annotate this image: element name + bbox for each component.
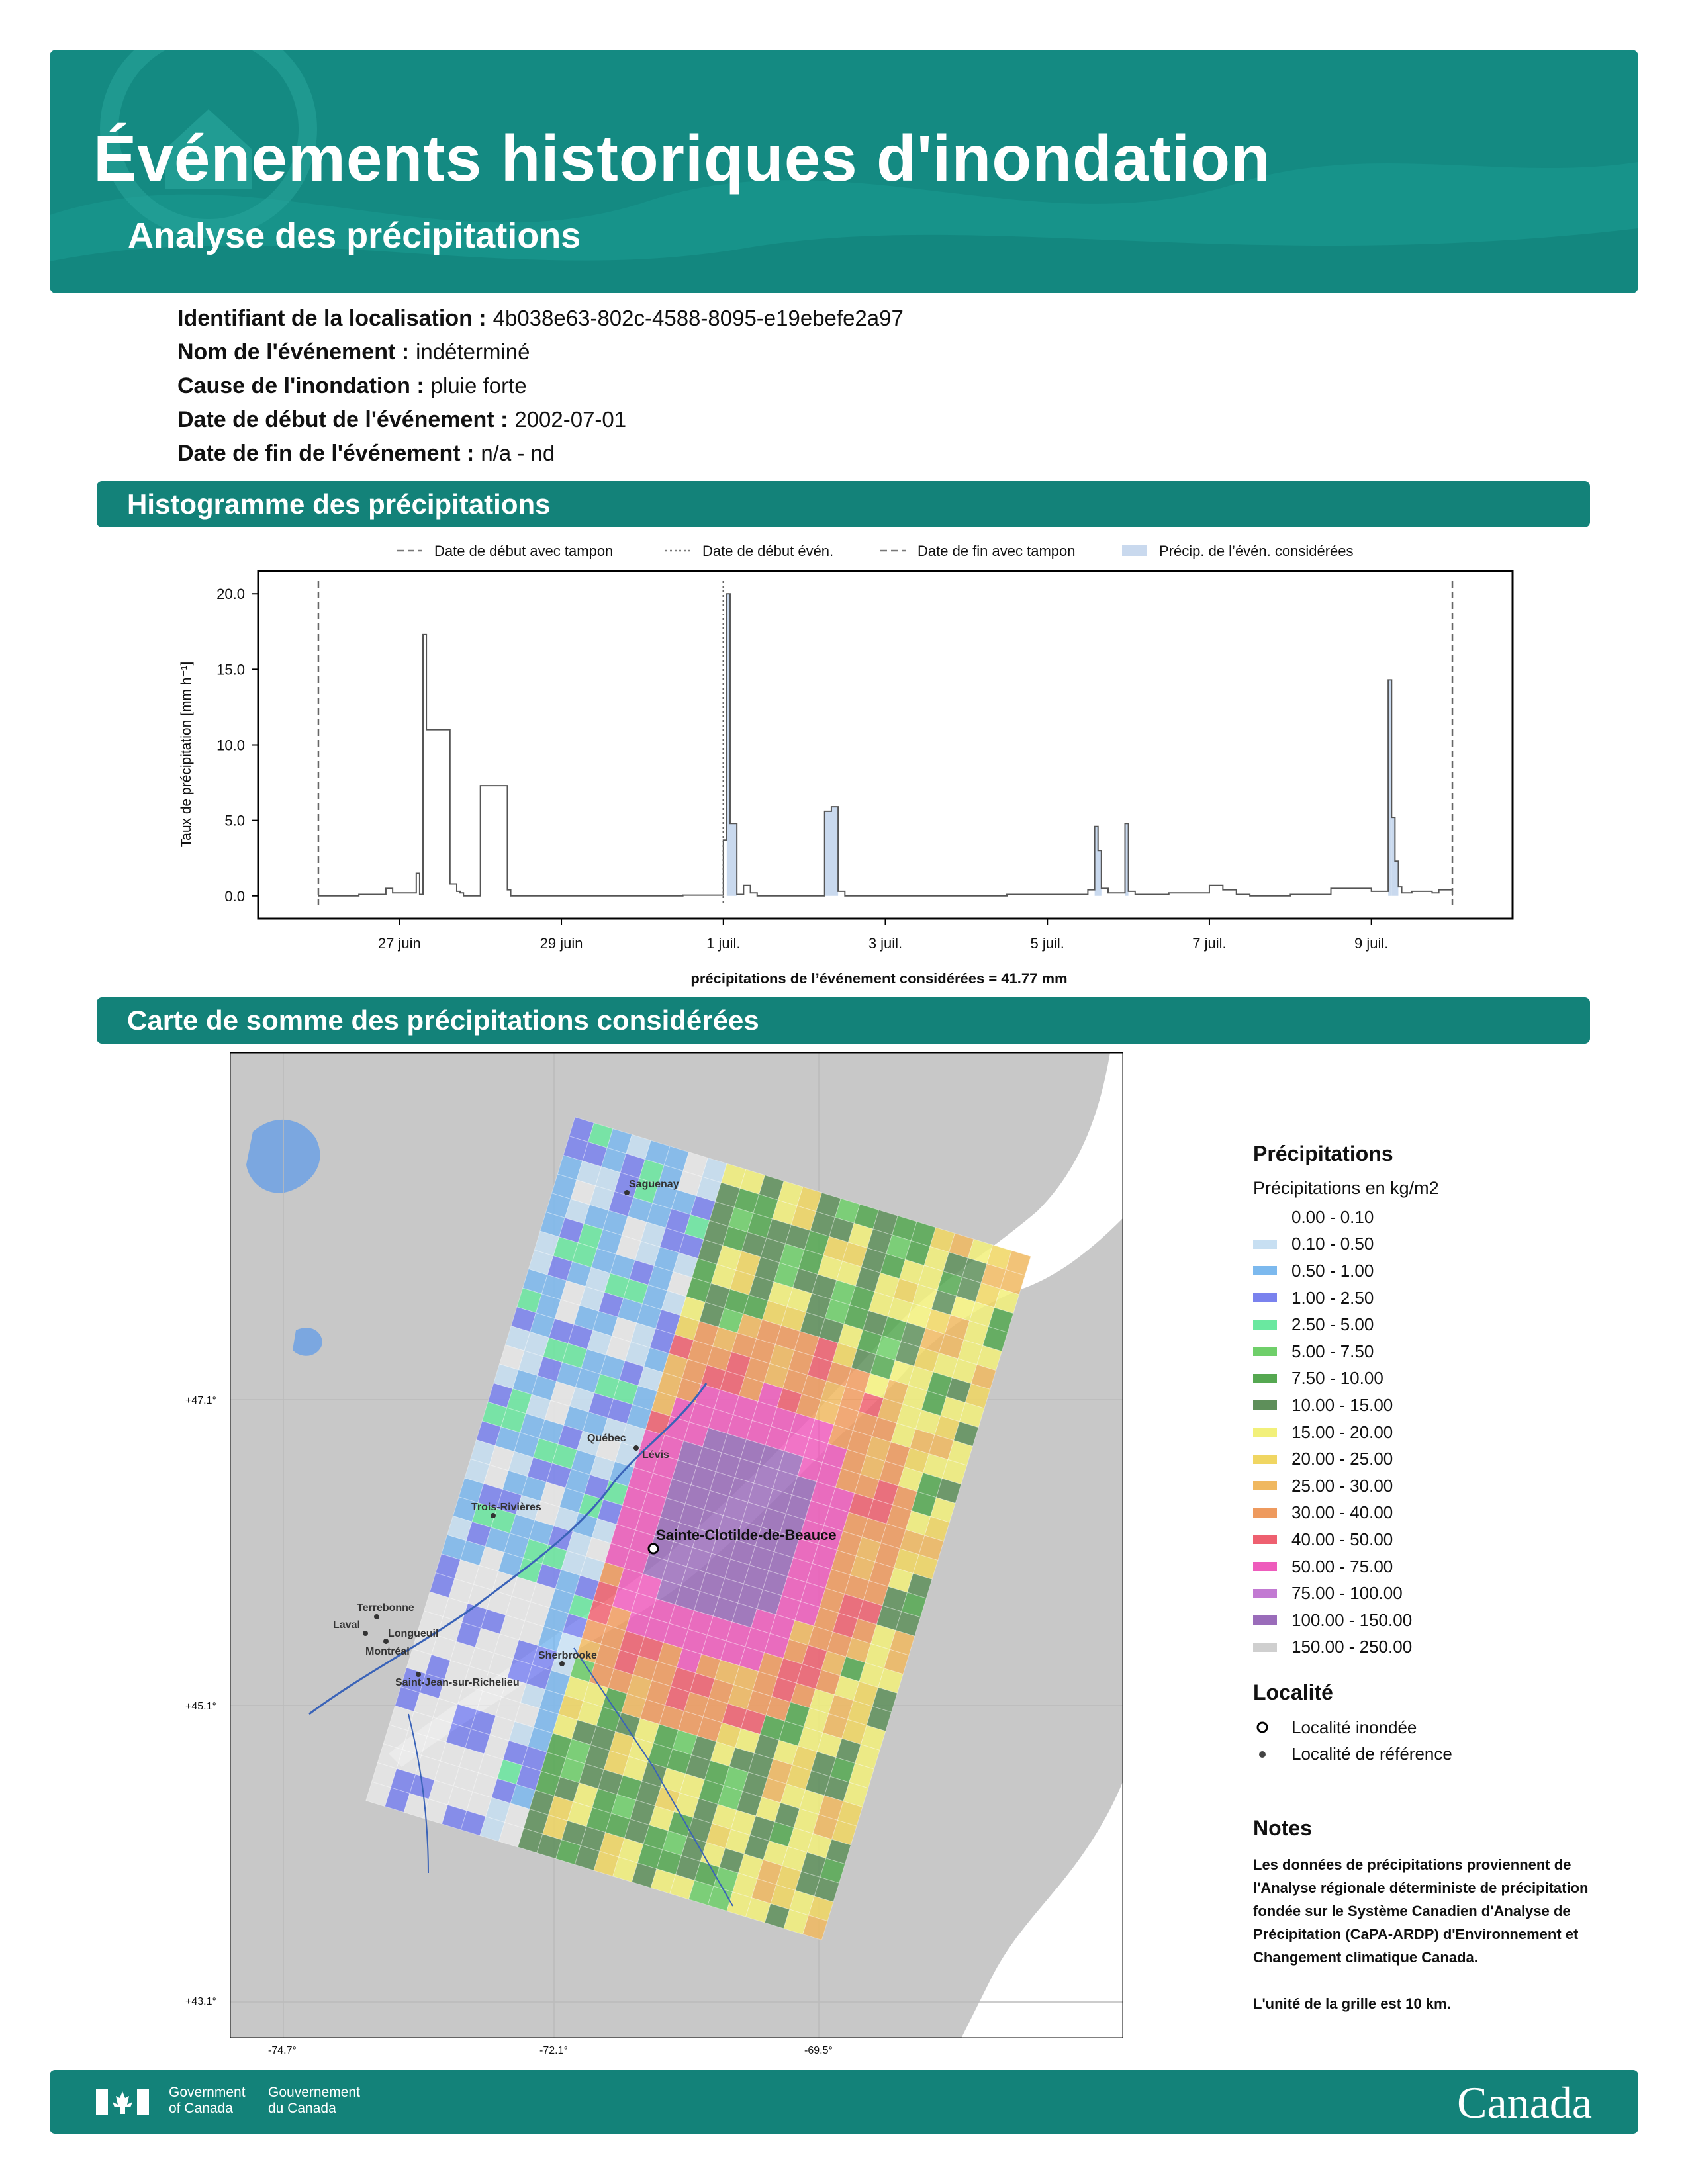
info-row-end-date: Date de fin de l'événement : n/a - nd [177, 441, 555, 466]
legend-swatch [1253, 1400, 1277, 1410]
legend-swatch [1253, 1374, 1277, 1383]
legend-swatch [1253, 1643, 1277, 1652]
map-section-title: Carte de somme des précipitations considérées [97, 997, 1590, 1044]
locality-legend-title: Localité [1253, 1680, 1333, 1705]
x-tick-label: 5 juil. [1030, 935, 1064, 952]
locality-levis: Lévis [642, 1449, 669, 1461]
event-total-label: précipitations de l’événement considérées = 41.77 mm [690, 970, 1068, 987]
y-tick-label: 0.0 [224, 887, 245, 905]
legend-class: 0.50 - 1.00 [1253, 1257, 1624, 1285]
legend-swatch [1253, 1508, 1277, 1518]
legend-entry: Précip. de l’évén. considérées [1159, 543, 1354, 559]
y-tick-label: 20.0 [216, 586, 245, 603]
map-legend [1253, 1142, 1624, 1768]
event-precip-fill [730, 823, 737, 896]
event-precip-fill [831, 807, 838, 896]
legend-class: 1.00 - 2.50 [1253, 1285, 1624, 1312]
notes [1253, 1817, 1611, 2015]
lat-label: +43.1° [185, 1996, 216, 2007]
lon-label: -74.7° [268, 2045, 297, 2056]
locality-laval: Laval [333, 1619, 360, 1631]
x-tick-label: 27 juin [377, 935, 421, 952]
legend-class: 20.00 - 25.00 [1253, 1445, 1624, 1473]
locality-terrebonne: Terrebonne [357, 1602, 414, 1614]
canada-flag-icon [96, 2086, 149, 2118]
legend-swatch [1253, 1589, 1277, 1598]
info-row-start-date: Date de début de l'événement : 2002-07-01 [177, 407, 627, 432]
legend-class: 150.00 - 250.00 [1253, 1634, 1624, 1661]
legend-class: 10.00 - 15.00 [1253, 1392, 1624, 1419]
y-tick-label: 15.0 [216, 661, 245, 678]
histogram-section-title: Histogramme des précipitations [97, 481, 1590, 527]
legend-class: 0.00 - 0.10 [1253, 1204, 1624, 1231]
legend-swatch [1253, 1320, 1277, 1330]
x-tick-label: 29 juin [539, 935, 583, 952]
legend-entry: Date de début évén. [702, 543, 834, 559]
info-row-location-id: Identifiant de la localisation : 4b038e63-802c-4588-8095-e19ebefe2a97 [177, 306, 904, 331]
legend-swatch [1253, 1293, 1277, 1302]
legend-title: Précipitations [1253, 1142, 1393, 1165]
y-tick-label: 10.0 [216, 737, 245, 754]
legend-swatch [1253, 1212, 1277, 1222]
legend-swatch [1253, 1481, 1277, 1490]
locality-quebec: Québec [587, 1433, 626, 1444]
flooded-locality-label: Sainte-Clotilde-de-Beauce [656, 1527, 837, 1543]
event-info [177, 301, 904, 470]
y-axis-label: Taux de précipitation [mm h⁻¹] [179, 661, 194, 848]
gov-en: Government of Canada [169, 2085, 246, 2116]
info-row-event-name: Nom de l'événement : indéterminé [177, 340, 530, 365]
event-precip-fill [825, 811, 831, 896]
legend-class: 0.10 - 0.50 [1253, 1231, 1624, 1258]
legend-class: 5.00 - 7.50 [1253, 1338, 1624, 1365]
x-tick-label: 3 juil. [868, 935, 903, 952]
x-tick-label: 1 juil. [706, 935, 741, 952]
event-markers [318, 581, 1452, 905]
legend-flooded: Localité inondée [1253, 1714, 1624, 1741]
legend-swatch [1253, 1266, 1277, 1275]
legend-class: 75.00 - 100.00 [1253, 1580, 1624, 1607]
lon-label: -69.5° [804, 2045, 833, 2056]
event-fill-layer [727, 594, 1399, 896]
plot-frame [258, 571, 1513, 919]
y-tick-label: 5.0 [224, 812, 245, 829]
notes-title: Notes [1253, 1816, 1312, 1840]
lat-label: +45.1° [185, 1701, 216, 1712]
footer [50, 2070, 1638, 2134]
locality-trois-rivieres: Trois-Rivières [471, 1502, 541, 1513]
x-tick-label: 9 juil. [1354, 935, 1389, 952]
gov-fr: Gouvernement du Canada [268, 2085, 360, 2116]
precipitation-map [230, 1052, 1123, 2038]
legend-class: 2.50 - 5.00 [1253, 1311, 1624, 1338]
legend-class: 30.00 - 40.00 [1253, 1500, 1624, 1527]
page-subtitle: Analyse des précipitations [128, 216, 581, 255]
chart-legend [397, 543, 1354, 559]
precipitation-trace [318, 594, 1452, 896]
y-axis [216, 586, 258, 905]
lat-label: +47.1° [185, 1395, 216, 1406]
legend-class: 7.50 - 10.00 [1253, 1365, 1624, 1392]
legend-reference: Localité de référence [1253, 1741, 1624, 1768]
page-title: Événements historiques d'inondation [93, 122, 1271, 195]
legend-marker [1122, 545, 1147, 556]
notes-grid: L'unité de la grille est 10 km. [1253, 1995, 1451, 2012]
legend-class: 15.00 - 20.00 [1253, 1419, 1624, 1446]
legend-swatch [1253, 1615, 1277, 1625]
legend-class: 40.00 - 50.00 [1253, 1526, 1624, 1553]
notes-text: Les données de précipitations proviennent de l'Analyse régionale déterministe de précipitation fondée sur le Système Canadien d'Analyse de Précipitation (CaPA-ARDP) d'Environnement et Changement climatique Canada. [1253, 1856, 1589, 1966]
legend-swatch [1253, 1428, 1277, 1437]
legend-class: 50.00 - 75.00 [1253, 1553, 1624, 1580]
header-banner [50, 50, 1638, 293]
x-tick-label: 7 juil. [1192, 935, 1227, 952]
locality-saguenay: Saguenay [629, 1179, 679, 1190]
flooded-locality-marker [649, 1544, 658, 1553]
legend-class: 100.00 - 150.00 [1253, 1607, 1624, 1634]
x-axis [378, 919, 1388, 952]
legend-classes [1253, 1204, 1624, 1661]
legend-swatch [1253, 1240, 1277, 1249]
locality-saint-jean: Saint-Jean-sur-Richelieu [395, 1677, 520, 1688]
legend-swatch [1253, 1535, 1277, 1544]
legend-swatch [1253, 1347, 1277, 1356]
locality-longueuil: Longueuil [388, 1628, 439, 1639]
legend-entry: Date de début avec tampon [434, 543, 614, 559]
legend-swatch [1253, 1562, 1277, 1571]
info-row-flood-cause: Cause de l'inondation : pluie forte [177, 373, 527, 398]
lon-label: -72.1° [539, 2045, 568, 2056]
canada-wordmark: Canada [1457, 2077, 1592, 2128]
legend-class: 25.00 - 30.00 [1253, 1473, 1624, 1500]
legend-swatch [1253, 1455, 1277, 1464]
legend-entry: Date de fin avec tampon [917, 543, 1076, 559]
legend-subtitle: Précipitations en kg/m2 [1253, 1178, 1439, 1198]
locality-montreal: Montréal [365, 1646, 410, 1657]
locality-sherbrooke: Sherbrooke [538, 1650, 597, 1661]
precipitation-histogram [0, 516, 1688, 1046]
